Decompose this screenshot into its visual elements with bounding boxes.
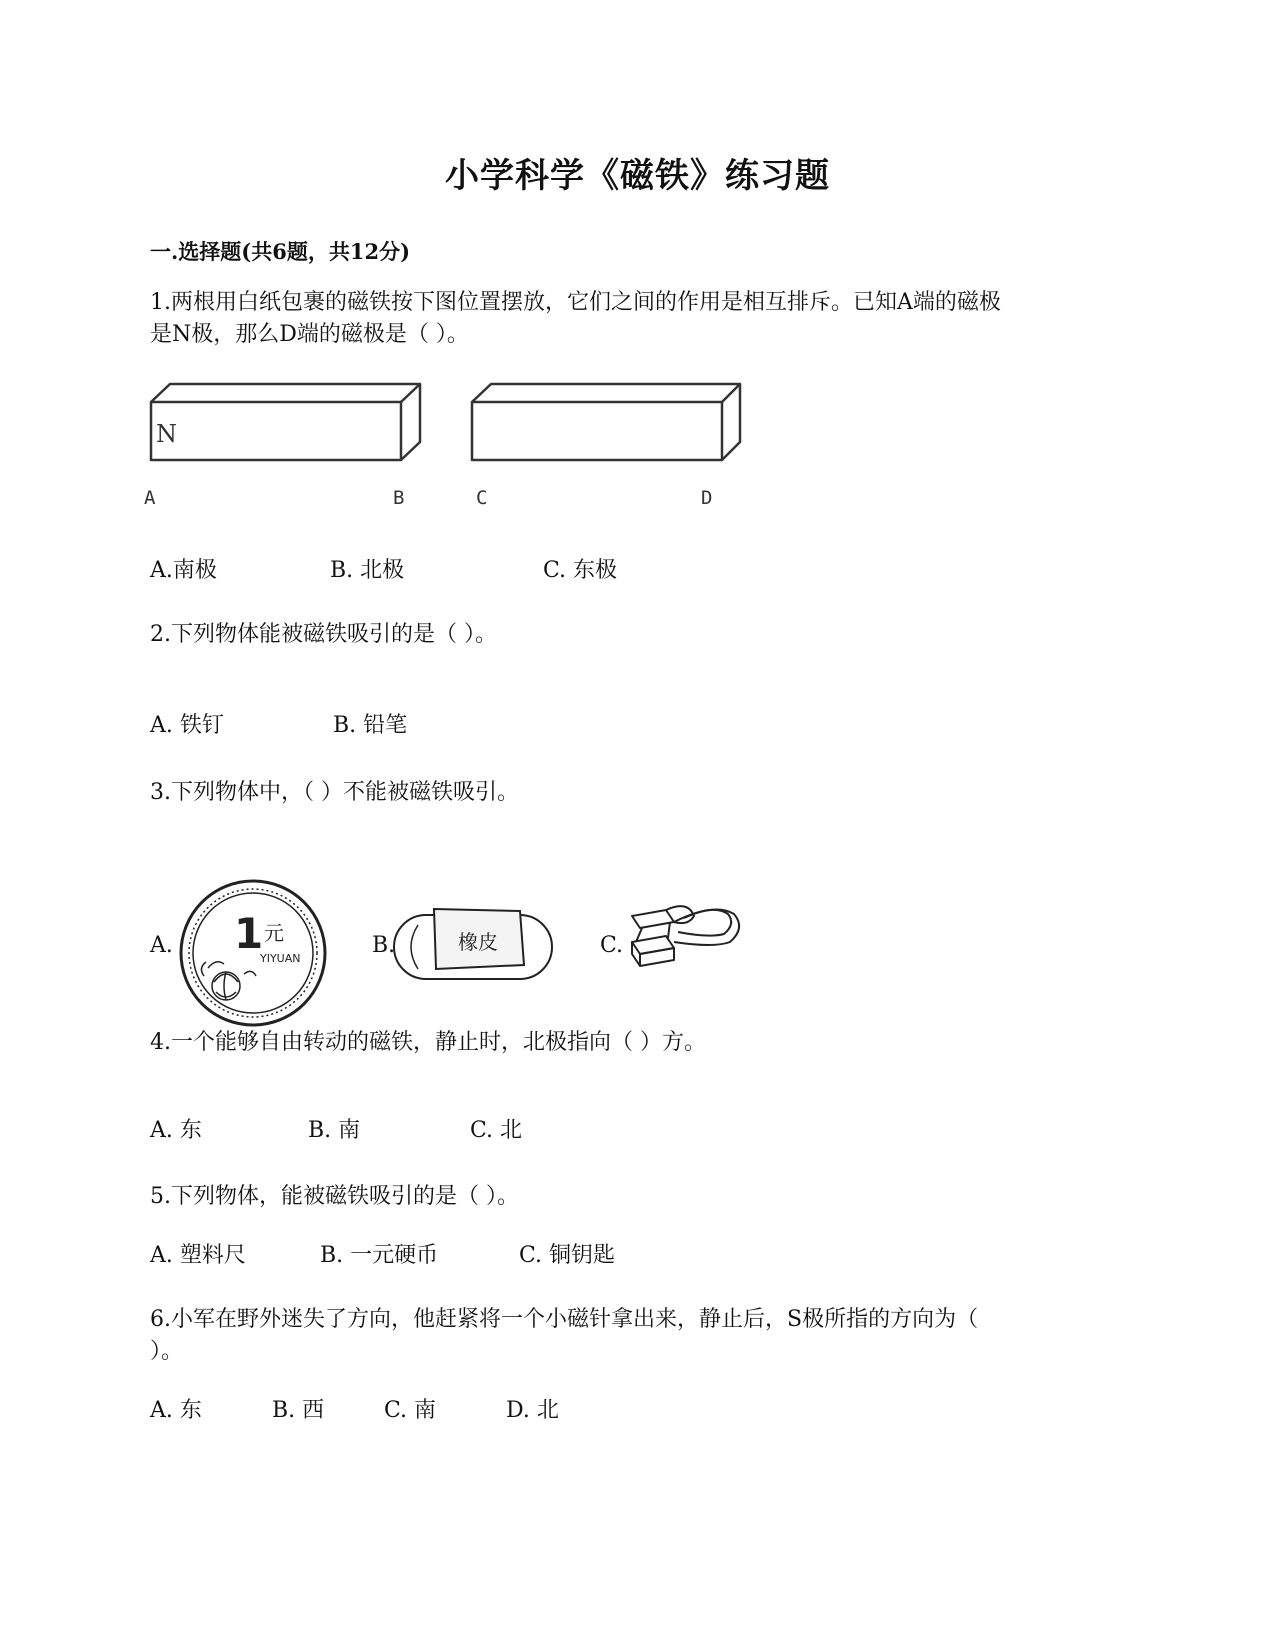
q5-option-c[interactable]: C. 铜钥匙 — [519, 1243, 616, 1268]
q6-option-c[interactable]: C. 南 — [384, 1398, 437, 1423]
coin-text: YIYUAN — [260, 952, 301, 965]
q5-option-a[interactable]: A. 塑料尺 — [150, 1243, 246, 1268]
q6-option-b[interactable]: B. 西 — [272, 1398, 325, 1423]
q2-option-a[interactable]: A. 铁钉 — [150, 713, 224, 738]
q6-option-a[interactable]: A. 东 — [150, 1398, 202, 1423]
magnets-figure — [144, 380, 750, 520]
section-heading: 一.选择题(共6题，共12分) — [150, 239, 411, 264]
coin-unit: 元 — [264, 921, 284, 945]
question-6-text-line1: 6.小军在野外迷失了方向，他赶紧将一个小磁针拿出来，静止后，S极所指的方向为（ — [150, 1307, 979, 1332]
question-1-text-line2: 是N极，那么D端的磁极是（ ）。 — [150, 322, 469, 347]
eraser-image — [390, 905, 560, 990]
q6-option-d[interactable]: D. 北 — [506, 1398, 559, 1423]
q3-option-c[interactable]: C. — [600, 933, 624, 958]
question-2-text: 2.下列物体能被磁铁吸引的是（ ）。 — [150, 622, 497, 647]
question-6-text-line2: ）。 — [150, 1339, 184, 1364]
end-label-a: A — [144, 487, 156, 509]
q4-option-c[interactable]: C. 北 — [470, 1118, 523, 1143]
magnet-cd — [472, 402, 722, 460]
eraser-label: 橡皮 — [458, 930, 498, 954]
magnet-n-mark: N — [156, 420, 177, 448]
q2-option-b[interactable]: B. 铅笔 — [333, 713, 408, 738]
magnet-ab — [151, 402, 401, 460]
end-label-c: C — [476, 487, 488, 509]
question-3-text: 3.下列物体中，（ ）不能被磁铁吸引。 — [150, 780, 519, 805]
q1-option-c[interactable]: C. 东极 — [543, 558, 618, 583]
end-label-d: D — [701, 487, 713, 509]
question-5-text: 5.下列物体，能被磁铁吸引的是（ ）。 — [150, 1184, 519, 1209]
binder-clip-image — [626, 888, 766, 978]
coin-image — [178, 878, 328, 1028]
page-title: 小学科学《磁铁》练习题 — [445, 156, 830, 196]
question-4-text: 4.一个能够自由转动的磁铁，静止时，北极指向（ ）方。 — [150, 1030, 706, 1055]
q4-option-a[interactable]: A. 东 — [150, 1118, 202, 1143]
q3-option-b[interactable]: B. — [372, 933, 396, 958]
question-1-text-line1: 1.两根用白纸包裹的磁铁按下图位置摆放，它们之间的作用是相互排斥。已知A端的磁极 — [150, 290, 1001, 315]
q4-option-b[interactable]: B. 南 — [308, 1118, 361, 1143]
coin-value: 1 — [234, 909, 264, 958]
q1-option-b[interactable]: B. 北极 — [330, 558, 405, 583]
q1-option-a[interactable]: A.南极 — [150, 558, 217, 583]
q5-option-b[interactable]: B. 一元硬币 — [320, 1243, 439, 1268]
end-label-b: B — [393, 487, 405, 509]
q3-option-a[interactable]: A. — [150, 933, 173, 958]
